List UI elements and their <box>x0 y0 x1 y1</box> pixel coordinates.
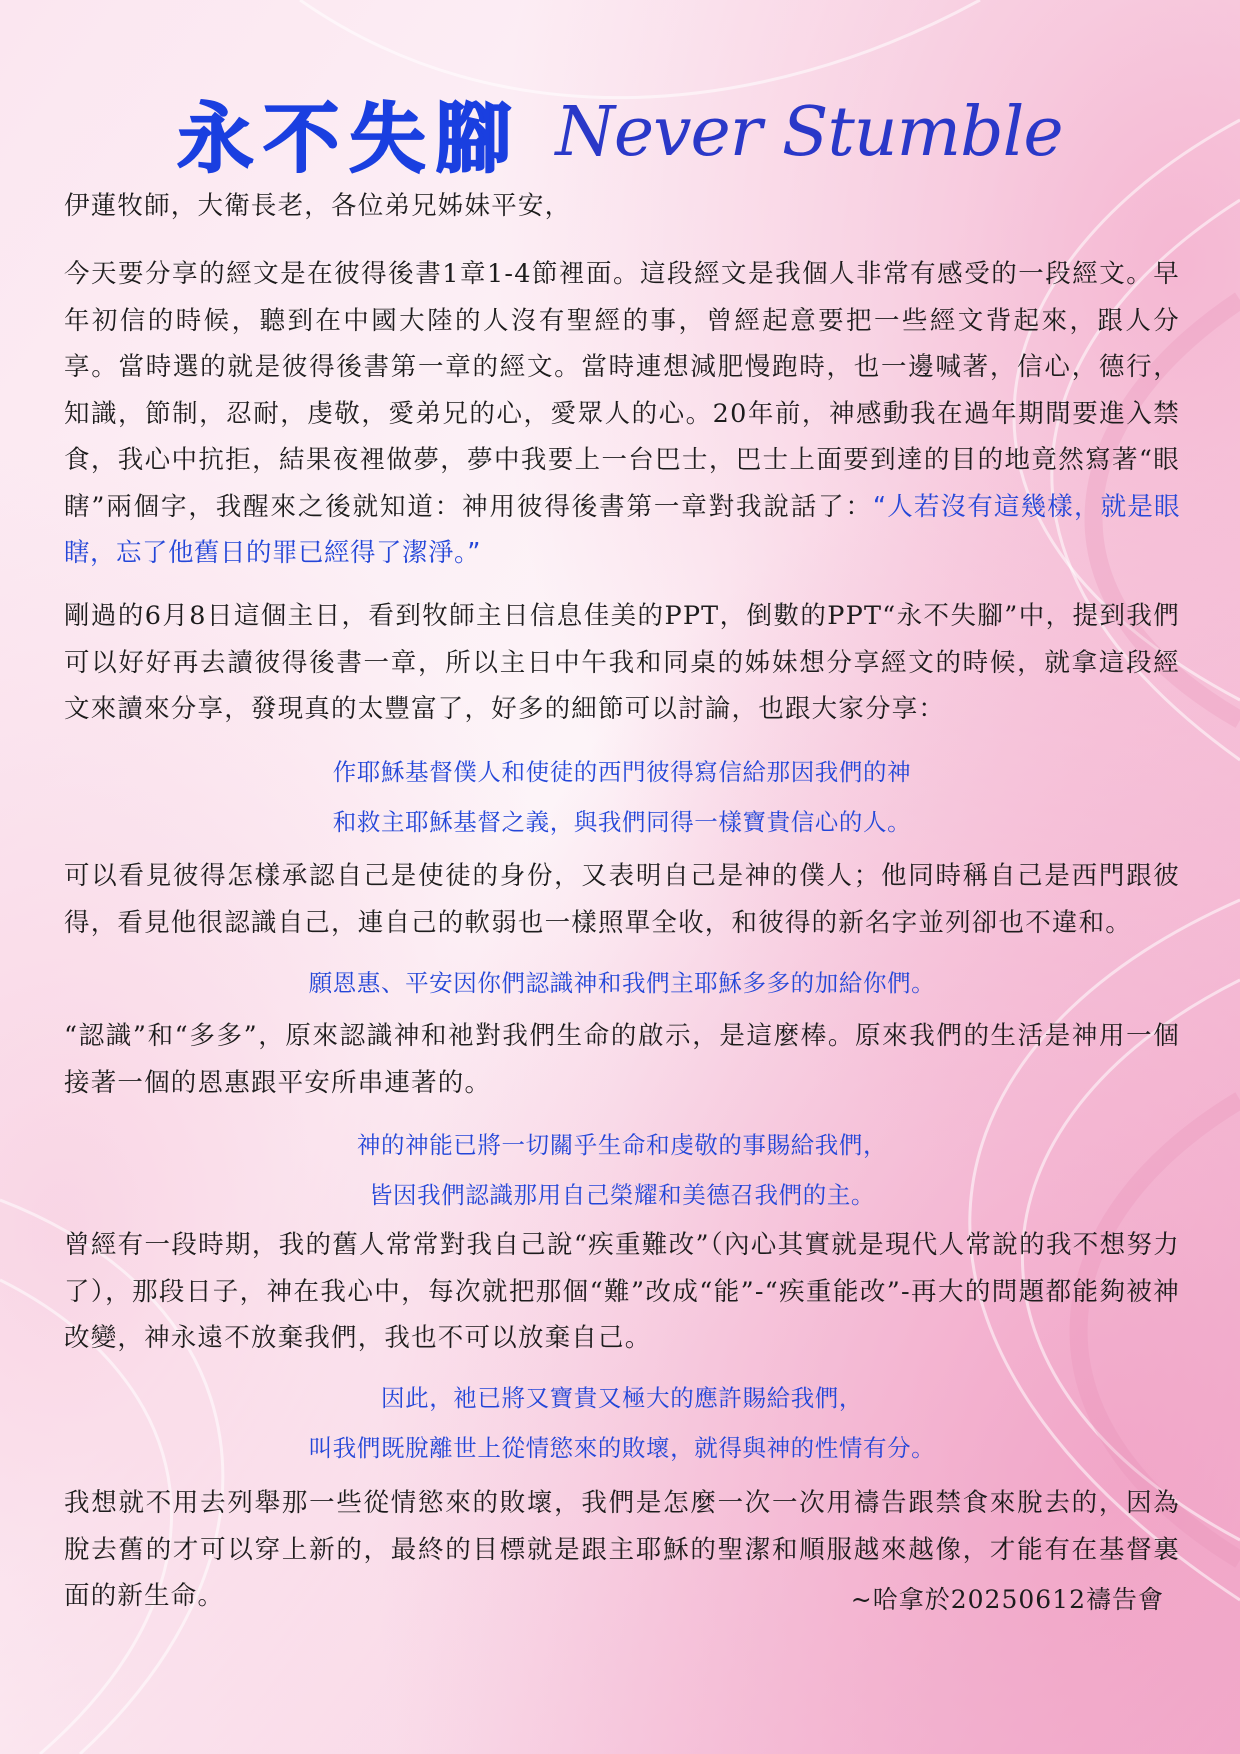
verse-1 <box>64 747 1180 847</box>
title-chinese: 永不失腳 <box>177 94 522 183</box>
verse-3-line-1: 神的神能已將一切關乎生命和虔敬的事賜給我們， <box>356 1131 888 1159</box>
verse-4-line-1: 因此，祂已將又寶貴又極大的應許賜給我們， <box>381 1384 863 1412</box>
paragraph-6: 我想就不用去列舉那一些從情慾來的敗壞，我們是怎麼一次一次用禱告跟禁食來脫去的，因為脫去舊的才可以穿上新的，最終的目標就是跟主耶穌的聖潔和順服越來越像，才能有在基督裏面的新生命。 <box>64 1488 1180 1611</box>
verse-2 <box>64 958 1180 1008</box>
title-row <box>0 78 1240 183</box>
paragraph-3: 可以看見彼得怎樣承認自己是使徒的身份，又表明自己是神的僕人；他同時稱自己是西門跟彼得，看見他很認識自己，連自己的軟弱也一樣照單全收，和彼得的新名字並列卻也不違和。 <box>64 861 1180 938</box>
paragraph-4: “認識”和“多多”，原來認識神和祂對我們生命的啟示，是這麼棒。原來我們的生活是神用一個接著一個的恩惠跟平安所串連著的。 <box>64 1021 1180 1098</box>
verse-1-line-1: 作耶穌基督僕人和使徒的西門彼得寫信給那因我們的神 <box>332 758 912 786</box>
verse-3-line-2: 皆因我們認識那用自己榮耀和美德召我們的主。 <box>368 1181 876 1209</box>
paragraph-5: 曾經有一段時期，我的舊人常常對我自己說“疾重難改”（內心其實就是現代人常說的我不想努力了），那段日子，神在我心中，每次就把那個“難”改成“能”-“疾重能改”-再大的問題都能夠被神改變，神永遠不放棄我們，我也不可以放棄自己。 <box>64 1230 1180 1353</box>
verse-2-line-1: 願恩惠、平安因你們認識神和我們主耶穌多多的加給你們。 <box>308 969 936 997</box>
verse-4 <box>64 1373 1180 1473</box>
greeting: 伊蓮牧師，大衛長老，各位弟兄姊妹平安， <box>64 191 572 221</box>
verse-3 <box>64 1120 1180 1220</box>
title-english: Never Stumble <box>555 93 1063 172</box>
verse-1-line-2: 和救主耶穌基督之義，與我們同得一樣寶貴信心的人。 <box>332 808 912 836</box>
signature: ~哈拿於20250612禱告會 <box>850 1585 1164 1614</box>
paragraph-1 <box>64 251 1180 577</box>
paragraph-2: 剛過的6月8日這個主日，看到牧師主日信息佳美的PPT，倒數的PPT“永不失腳”中，提到我們可以好好再去讀彼得後書一章，所以主日中午我和同桌的姊妹想分享經文的時候，就拿這段經文來讀來分享，發現真的太豐富了，好多的細節可以討論，也跟大家分享： <box>64 601 1180 724</box>
paragraph-1-quote: “人若沒有這幾樣，就是眼瞎，忘了他舊日的罪已經得了潔淨。” <box>64 491 1180 568</box>
paragraph-1-text: 今天要分享的經文是在彼得後書1章1-4節裡面。這段經文是我個人非常有感受的一段經文。早年初信的時候，聽到在中國大陸的人沒有聖經的事，曾經起意要把一些經文背起來，跟人分享。當時選的就是彼得後書第一章的經文。當時連想減肥慢跑時，也一邊喊著，信心，德行，知識，節制，忍耐，虔敬，愛弟兄的心，愛眾人的心。20年前，神感動我在過年期間要進入禁食，我心中抗拒，結果夜裡做夢，夢中我要上一台巴士，巴士上面要到達的目的地竟然寫著“眼瞎”兩個字，我醒來之後就知道：神用彼得後書第一章對我說話了： <box>64 259 1180 522</box>
verse-4-line-2: 叫我們既脫離世上從情慾來的敗壞，就得與神的性情有分。 <box>308 1434 936 1462</box>
